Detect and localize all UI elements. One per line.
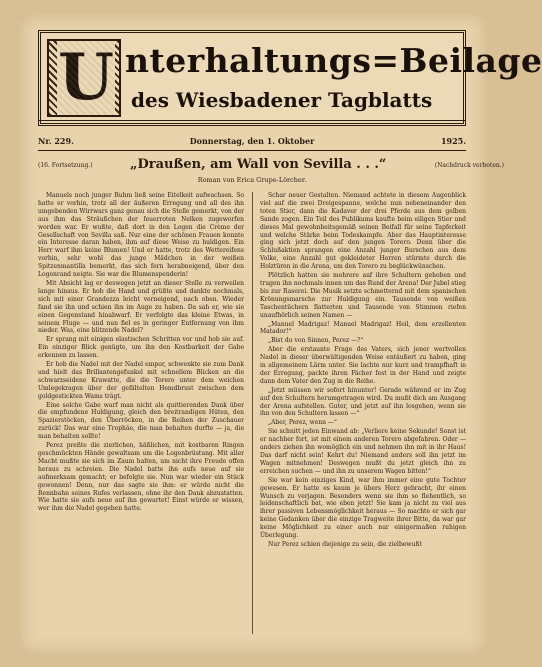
issue-date: Donnerstag, den 1. Oktober [189, 136, 315, 146]
column-divider [252, 192, 253, 634]
paragraph: Manuels noch junger Ruhm ließ seine Eitelkeit aufwachsen. So hatte er vorhin, trotz all der äußeren Erregung und all des ihn umgebenden Wirrwars ganz genau sich die Stelle gemerkt, von der aus ihm das Sträußchen der feuerroten Nelken zugeworfen worden war. Er wußte, daß dort in den Logen die Crème der Gesellschaft von Sevilla saß. Nur eine der schönen Frauen konnte ein Interesse daran haben, ihm auf diese Weise zu huldigen. Ein Herr warf ihm keine Blumen! Und er hatte, trotz des Wettereifens vorhin, sehr wohl das junge Mädchen in der weißen Spitzenmantilla bemerkt, das sich fern herabneigend, über den Logenrand neigte. Sie war die Blumenspenderin! [38, 192, 244, 279]
paragraph: „Bist du von Sinnen, Perez —?“ [268, 337, 364, 345]
paragraph: Er hob die Nadel mit der Nadel empor, schwenkte sie zum Dank und hielt das Brillantengefunkel mit schnellem Blicken an die schwarzseidene Krawatte, die die Torero unter dem weichen Umlegekragen über der gefältelten Hemdbrust zwischen dem goldgestickten Wams trägt. [38, 361, 244, 400]
paragraph: Plötzlich hatten sie mehrere auf ihre Schultern gehoben und trugen ihn nochmals innen um das Rund der Arena! Der Jubel stieg bis zur Raserei. Die Musik setzte schmetternd mit dem spanischen Krönungsmarsche zur Huldigung ein. Tausende von weißen Taschentüchern flatterten und Tausende von Stimmen riefen unaufhörlich seinen Namen — [260, 272, 466, 319]
paragraph: „Manuel Madrigaz! Manuel Madrigaz! Heil, dem erzellenten Matador!“ [260, 320, 466, 336]
masthead [38, 30, 542, 126]
ornament-initial-frame [47, 39, 121, 117]
story-title: „Draußen, am Wall von Sevilla . . .“ [130, 157, 387, 172]
paragraph: „Aber, Perez, wenn —“ [268, 419, 337, 427]
header-rule-bottom [38, 150, 466, 151]
paragraph: Nur Perez schien diejenige zu sein, die zielbewußt [268, 540, 422, 548]
left-column [38, 192, 244, 638]
issue-line [38, 134, 466, 148]
header-rule-top [38, 120, 466, 121]
reprint-notice: (Nachdruck verboten.) [434, 162, 504, 169]
paragraph: Perez preßte die zierlichen, häßlichen, mit kostbaren Ringen geschmückten Hände gewaltsam um die Logenbrüstung. Mit aller Macht mußte sie sich im Zaum halten, um nicht ihre Freude offen heraus zu schreien. Die Nadel hatte ihn aufs neue auf sie aufmerksam gemacht; er befolgte sie. Nun war wieder ein Stück gewonnen! Denn, nur das sagte sie ihm: er würde nicht die Rennbahn seines Rufes verlassen, ohne ihr den Dank abzustatten. Wie hatte sie aufs neue auf ihn gewartet! Einst würde er wissen, wer ihm die Nadel gegeben hatte. [38, 442, 244, 513]
issue-number: Nr. 229. [38, 136, 74, 146]
paragraph: Er sprang mit einigen elastischen Schritten vor und hob sie auf. Ein einziger Blick genügte, um ihn den Kostbarkeit der Gabe erkennen zu lassen. [38, 336, 244, 360]
paragraph: Sie schnitt jeden Einwand ab: „Verliere keine Sekunde! Sonst ist er nachher fort, ist mit einem anderen Torero abgefahren. Oder — anders ziehen ihn womöglich ein und nehmen ihn mit in ihr Haus! Das darf nicht sein! Kehrt du! Niemand anders soll ihn jetzt im Wagen mitnehmen! Deswegen mußt du jetzt gleich ihn zu erreichen suchen — und ihn zu unserem Wagen bitten!“ [260, 428, 466, 475]
paragraph: Eine solche Gabe warf man nicht als quittierenden Dank über die empfundene Huldigung, gleich den breitrandigen Hüten, den Spazierstöcken, den Überröcken, in die Reihen der Zuschauer zurück! Das war eine Trophäe, die man behalten durfte — ja, die man behalten sollte! [38, 401, 244, 441]
right-column [260, 192, 466, 638]
paragraph: Sie war kein einziges Kind, war ihm immer eine gute Tochter gewesen. Er hatte es kaum je übers Herz gebracht, ihr einen Wunsch zu verjagen. Besonders wenn sie ihm so flehentlich, so leidenschaftlich bat, wie eben jetzt! Sie kam ja nicht zu viel aus ihrer passiven Lebensmöglichkeit heraus — So machte er sich gar keine Gedanken über die einzige Tragweite ihrer Bitte, da war gar keine Möglichkeit zu einer auch nur einigermaßen ruhigen Überlegung. [260, 476, 466, 540]
paragraph: Schar neuer Gestalten. Niemand achtete in diesem Augenblick viel auf die zwei Dreigespanne, welche nun nebeneinander den toten Stier, dann die Kadaver der drei Pferde aus dem gelben Sande zogen. Ein Teil des Publikums kaufte beim eiligen Stier und dieses Mal gewohnheitsgemäß seinen Beifall für seine Tapferkeit und welche Stärke beim Todeskampfe. Aber das Hauptinteresse ging sich jetzt doch auf den jungen Torero. Denn über die Schlußaktion sprangen eine Anzahl junger Burschen aus dem Volke, eine Anzahl gut gekleideter Herren stürmte durch die Holztüren in die Arena, um den Torero zu beglückwünschen. [260, 192, 466, 271]
paragraph: „Jetzt müssen wir sofort hinunter! Gerade während er im Zug auf den Schultern herumgetragen wird. Du mußt dich am Ausgang der Arena aufstellen. Guter, und jetzt auf ihn losgehen, wenn sie ihn von den Schultern lassen —“ [260, 386, 466, 418]
paragraph: Mit Absicht lag er deswegen jetzt an dieser Stelle zu verweilen lange hinaus. Er hob die Hand und grüßte und dankte nochmals, sich mit einer Grandezza leicht verneigend, nach oben. Wieder fand sie ihn und schien ihn im Auge zu haben. Da sah er, wie sie einen Gegenstand hinabwarf. Er verfolgte das kleine Etwas, in seinem Fluge — und nun fiel es in geringer Entfernung von ihm nieder. Was, eine blitzende Nadel? [38, 279, 244, 335]
masthead-title: nterhaltungs=Beilage [125, 41, 542, 80]
continuation-note: (16. Fortsetzung.) [38, 162, 93, 169]
ornament-initial-letter: U [58, 40, 114, 115]
masthead-subtitle: des Wiesbadener Tagblatts [131, 88, 433, 112]
story-byline: Roman von Erica Grupe-Lörcher. [197, 176, 307, 184]
issue-year: 1925. [440, 136, 466, 146]
paragraph: Aber die erstaunte Frage des Vaters, sich jener wertvollen Nadel in dieser überwältigenden Weise entäußert zu haben, ging in allgemeinem Lärm unter. Sie lachte nur kurz und trampfhaft in der Erregung, packte ihren Fächer fest in der Hand und zeigte dann dem Vater den Zug in die Reihe. [260, 346, 466, 385]
